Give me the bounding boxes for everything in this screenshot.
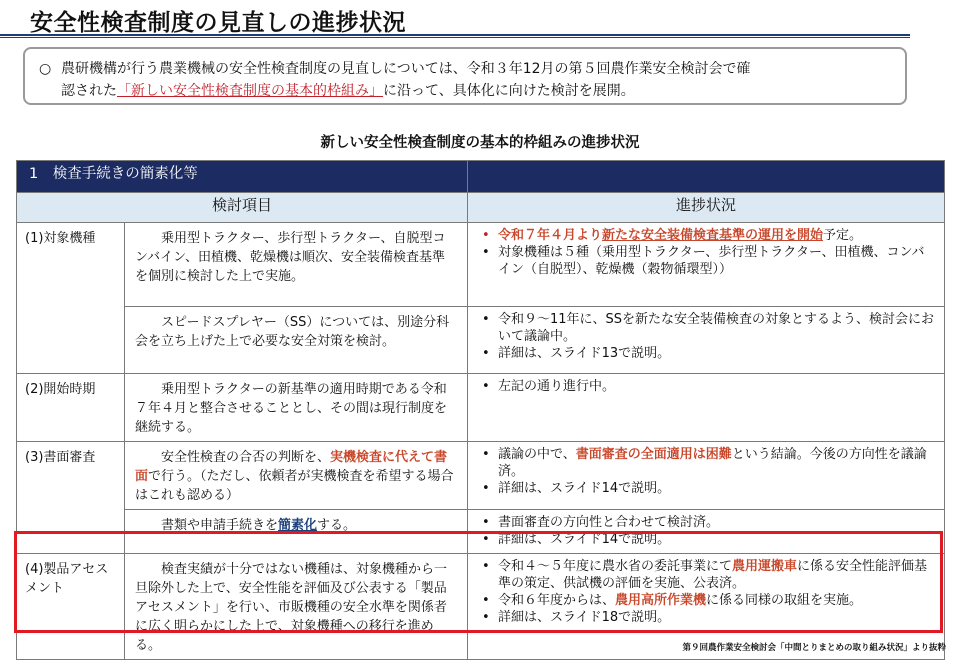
- section-title: 1 検査手続きの簡素化等: [17, 161, 468, 193]
- table-row: [17, 442, 945, 510]
- page-title: 安全性検査制度の見直しの進捗状況: [30, 10, 406, 36]
- item-text: 検査実績が十分ではない機種は、対象機種から一旦除外した上で、安全性能を評価及び公表する「製品アセスメント」を行い、市販機種の安全水準を関係者に広く明らかにした上で、対象機種への移行を進める。: [135, 562, 448, 653]
- progress-cell: [468, 374, 945, 442]
- table-row: [17, 510, 945, 554]
- intro-framework-link[interactable]: 「新しい安全性検査制度の基本的枠組み」: [117, 83, 383, 99]
- intro-line-2: [39, 80, 891, 102]
- item-cell: [125, 554, 468, 660]
- col-header-item: 検討項目: [17, 193, 468, 223]
- progress-cell: [468, 307, 945, 374]
- progress-bullet: • 詳細は、スライド14で説明。: [480, 480, 936, 497]
- section-header-empty: [468, 161, 945, 193]
- progress-cell: [468, 442, 945, 510]
- bullet-circle-icon: ○: [39, 61, 52, 77]
- progress-table: [16, 160, 945, 660]
- progress-highlight: 農用高所作業機: [615, 593, 707, 608]
- progress-bullet: • 詳細は、スライド18で説明。: [480, 609, 936, 626]
- item-cell: 書類や申請手続きを簡素化する。: [125, 510, 468, 554]
- progress-highlight: 農用運搬車: [732, 559, 798, 574]
- intro-text-c: に沿って、具体化に向けた検討を展開。: [383, 83, 635, 99]
- progress-highlight: 書面審査の全面適用は困難: [575, 447, 732, 462]
- progress-bullet: • 詳細は、スライド14で説明。: [480, 531, 936, 548]
- progress-cell: [468, 510, 945, 554]
- table-row: [17, 374, 945, 442]
- item-text: 乗用型トラクター、歩行型トラクター、自脱型コンバイン、田植機、乾燥機は順次、安全装備検査基準を個別に検討した上で実施。: [135, 231, 446, 284]
- progress-bullet: • 議論の中で、書面審査の全面適用は困難という結論。今後の方向性を議論済。: [480, 446, 936, 480]
- progress-bullet: • 詳細は、スライド13で説明。: [480, 345, 936, 362]
- progress-highlight: 新たな安全装備検査基準の運用を開始: [602, 228, 824, 243]
- category-target-models: (1)対象機種: [17, 223, 125, 374]
- item-highlight: 簡素化: [278, 518, 318, 533]
- col-header-progress: 進捗状況: [468, 193, 945, 223]
- title-underline-thin: [0, 37, 910, 38]
- item-text: スピードスプレヤー（SS）については、別途分科会を立ち上げた上で必要な安全対策を検討。: [135, 315, 450, 349]
- progress-bullet: • 書面審査の方向性と合わせて検討済。: [480, 514, 936, 531]
- column-header-row: [17, 193, 945, 223]
- source-footnote: 第９回農作業安全検討会「中間とりまとめの取り組み状況」より抜粋: [682, 643, 946, 653]
- progress-bullet: • 令和６年度からは、農用高所作業機に係る同様の取組を実施。: [480, 592, 936, 609]
- title-underline: [0, 34, 910, 36]
- progress-cell: [468, 223, 945, 307]
- item-cell: [125, 223, 468, 307]
- intro-text-b: 認された: [61, 83, 117, 99]
- item-cell: [125, 307, 468, 374]
- table-subtitle: 新しい安全性検査制度の基本的枠組みの進捗状況: [320, 135, 640, 151]
- category-product-assessment: (4)製品アセスメント: [17, 554, 125, 660]
- progress-bullet: • 令和７年４月より新たな安全装備検査基準の運用を開始予定。: [480, 227, 936, 244]
- table-row: [17, 223, 945, 307]
- item-cell: [125, 374, 468, 442]
- intro-box: [23, 47, 907, 105]
- item-cell: 安全性検査の合否の判断を、実機検査に代えて書面で行う。（ただし、依頼者が実機検査を希望する場合はこれも認める）: [125, 442, 468, 510]
- item-highlight: 実機検査に代えて書面: [135, 450, 448, 484]
- progress-bullet: • 左記の通り進行中。: [480, 378, 936, 395]
- table-row: [17, 307, 945, 374]
- progress-bullet: • 令和４～５年度に農水省の委託事業にて農用運搬車に係る安全性能評価基準の策定、供試機の評価を実施、公表済。: [480, 558, 936, 592]
- progress-bullet: • 令和９～11年に、SSを新たな安全装備検査の対象とするよう、検討会において議論中。: [480, 311, 936, 345]
- category-start-timing: (2)開始時期: [17, 374, 125, 442]
- category-document-review: (3)書面審査: [17, 442, 125, 554]
- section-header-row: [17, 161, 945, 193]
- intro-line-1: [39, 58, 891, 80]
- item-text: 乗用型トラクターの新基準の適用時期である令和７年４月と整合させることとし、その間は現行制度を継続する。: [135, 382, 448, 435]
- progress-bullet: • 対象機種は５種（乗用型トラクター、歩行型トラクター、田植機、コンバイン（自脱型）、乾燥機（穀物循環型））: [480, 244, 936, 278]
- intro-text-a: 農研機構が行う農業機械の安全性検査制度の見直しについては、令和３年12月の第５回農作業安全検討会で確: [61, 61, 751, 77]
